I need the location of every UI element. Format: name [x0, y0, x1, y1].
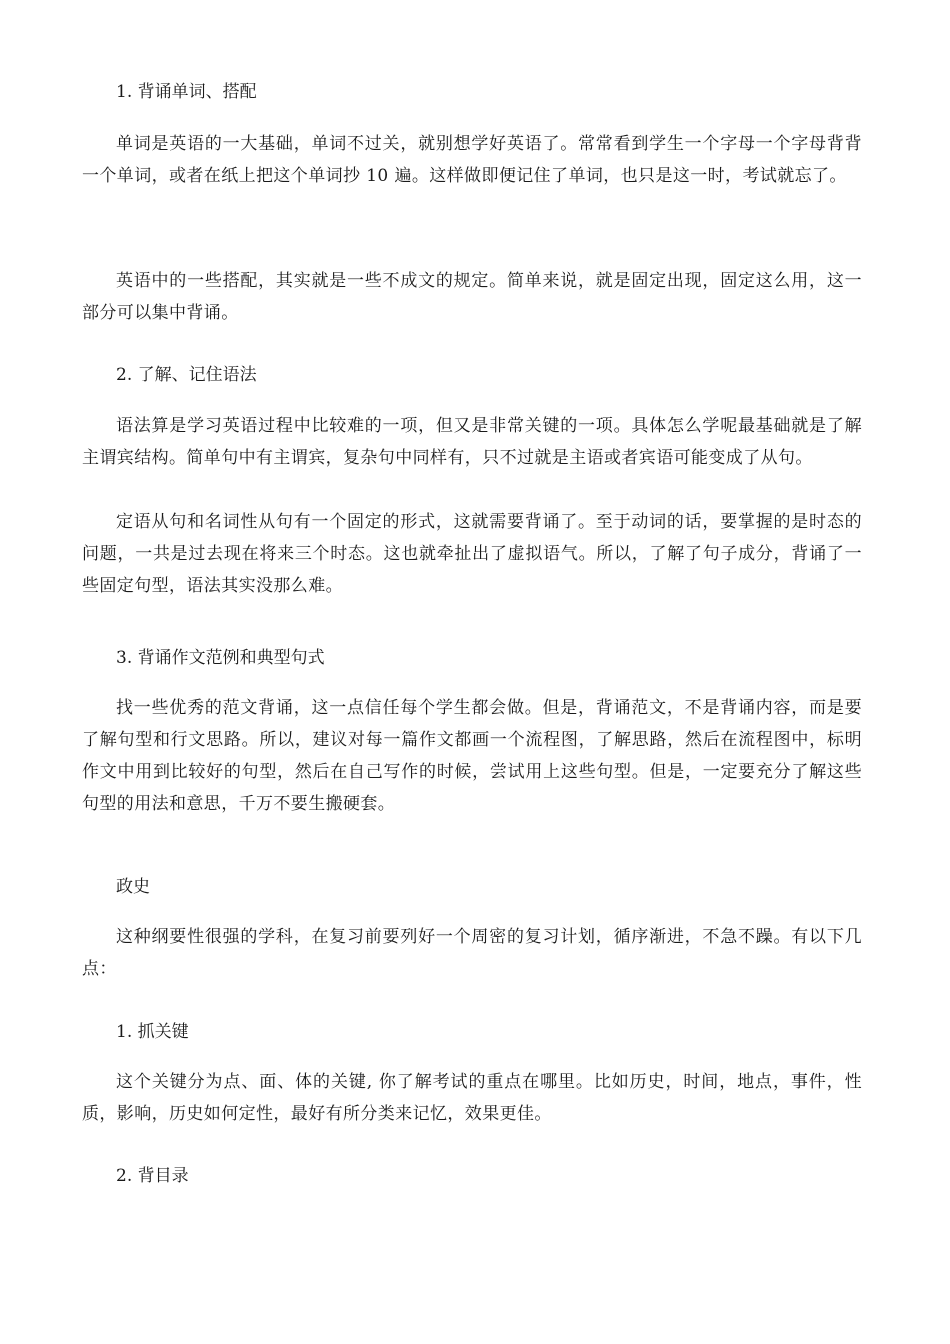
section-heading-grammar: 2. 了解、记住语法	[116, 365, 257, 385]
paragraph-grammar: 语法算是学习英语过程中比较难的一项，但又是非常关键的一项。具体怎么学呢最基础就是了解主谓宾结构。简单句中有主谓宾，复杂句中同样有，只不过就是主语或者宾语可能变成了从句。	[82, 416, 862, 468]
paragraph-essays: 找一些优秀的范文背诵，这一点信任每个学生都会做。但是，背诵范文，不是背诵内容，而是要了解句型和行文思路。所以，建议对每一篇作文都画一个流程图，了解思路，然后在流程图中，标明作文中用到比较好的句型，然后在自己写作的时候，尝试用上这些句型。但是，一定要充分了解这些句型的用法和意思，千万不要生搬硬套。	[82, 698, 862, 814]
paragraph-politics-history: 这种纲要性很强的学科，在复习前要列好一个周密的复习计划，循序渐进，不急不躁。有以下几点：	[82, 927, 862, 979]
paragraph-clauses: 定语从句和名词性从句有一个固定的形式，这就需要背诵了。至于动词的话，要掌握的是时态的问题，一共是过去现在将来三个时态。这也就牵扯出了虚拟语气。所以，了解了句子成分，背诵了一些固定句型，语法其实没那么难。	[82, 512, 862, 596]
section-heading-essays: 3. 背诵作文范例和典型句式	[116, 648, 325, 668]
section-heading-key-points: 1. 抓关键	[116, 1022, 189, 1042]
paragraph-key-points: 这个关键分为点、面、体的关键, 你了解考试的重点在哪里。比如历史，时间，地点，事件，性质，影响，历史如何定性，最好有所分类来记忆，效果更佳。	[82, 1072, 862, 1124]
paragraph-collocations: 英语中的一些搭配，其实就是一些不成文的规定。简单来说，就是固定出现，固定这么用，这一部分可以集中背诵。	[82, 271, 862, 323]
section-heading-table-of-contents: 2. 背目录	[116, 1166, 189, 1186]
paragraph-words: 单词是英语的一大基础，单词不过关，就别想学好英语了。常常看到学生一个字母一个字母背背一个单词，或者在纸上把这个单词抄 10 遍。这样做即便记住了单词，也只是这一时，考试就忘了。	[82, 134, 862, 186]
section-heading-memorize-words: 1. 背诵单词、搭配	[116, 82, 257, 102]
section-heading-politics-history: 政史	[116, 877, 150, 897]
